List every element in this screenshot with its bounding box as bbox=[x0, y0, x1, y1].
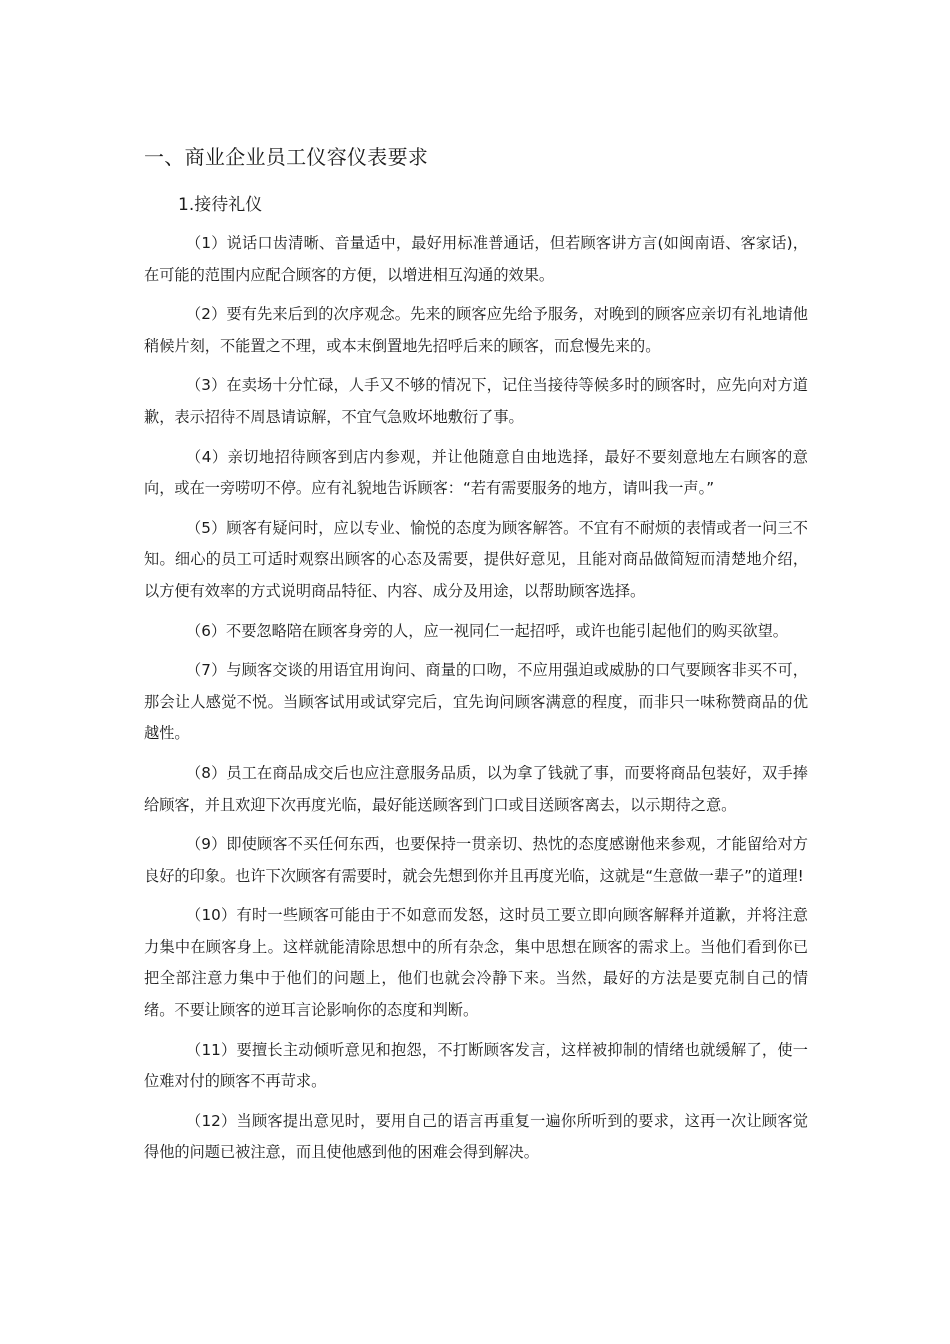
paragraph-12: （12）当顾客提出意见时，要用自己的语言再重复一遍你所听到的要求，这再一次让顾客觉得他的问题已被注意，而且使他感到他的困难会得到解决。 bbox=[144, 1111, 808, 1162]
paragraph-11: （11）要擅长主动倾听意见和抱怨，不打断顾客发言，这样被抑制的情绪也就缓解了，使一位难对付的顾客不再苛求。 bbox=[144, 1040, 808, 1091]
paragraph-2: （2）要有先来后到的次序观念。先来的顾客应先给予服务，对晚到的顾客应亲切有礼地请他稍候片刻，不能置之不理，或本末倒置地先招呼后来的顾客，而怠慢先来的。 bbox=[144, 305, 808, 355]
paragraph-1: （1）说话口齿清晰、音量适中，最好用标准普通话，但若顾客讲方言(如闽南语、客家话)，在可能的范围内应配合顾客的方便，以增进相互沟通的效果。 bbox=[144, 234, 808, 284]
paragraph-7: （7）与顾客交谈的用语宜用询问、商量的口吻，不应用强迫或威胁的口气要顾客非买不可，那会让人感觉不悦。当顾客试用或试穿完后，宜先询问顾客满意的程度，而非只一味称赞商品的优越性。 bbox=[144, 661, 808, 743]
paragraph-4: （4）亲切地招待顾客到店内参观，并让他随意自由地选择，最好不要刻意地左右顾客的意向，或在一旁唠叨不停。应有礼貌地告诉顾客：“若有需要服务的地方，请叫我一声。” bbox=[144, 447, 808, 498]
paragraph-10: （10）有时一些顾客可能由于不如意而发怒，这时员工要立即向顾客解释并道歉，并将注意力集中在顾客身上。这样就能清除思想中的所有杂念，集中思想在顾客的需求上。当他们看到你已把全部注意力集中于他们的问题上，他们也就会冷静下来。当然，最好的方法是要克制自己的情绪。不要让顾客的逆耳言论影响你的态度和判断。 bbox=[144, 906, 808, 1020]
section-title: 一、商业企业员工仪容仪表要求 bbox=[144, 145, 429, 169]
paragraph-5: （5）顾客有疑问时，应以专业、愉悦的态度为顾客解答。不宜有不耐烦的表情或者一问三不知。细心的员工可适时观察出顾客的心态及需要，提供好意见，且能对商品做简短而清楚地介绍，以方便有效率的方式说明商品特征、内容、成分及用途，以帮助顾客选择。 bbox=[144, 518, 808, 600]
subsection-title: 1.接待礼仪 bbox=[178, 195, 263, 215]
paragraph-8: （8）员工在商品成交后也应注意服务品质，以为拿了钱就了事，而要将商品包装好，双手捧给顾客，并且欢迎下次再度光临，最好能送顾客到门口或目送顾客离去，以示期待之意。 bbox=[144, 763, 808, 814]
document-body bbox=[144, 140, 808, 1177]
paragraph-3: （3）在卖场十分忙碌，人手又不够的情况下，记住当接待等候多时的顾客时，应先向对方道歉，表示招待不周恳请谅解，不宜气急败坏地敷衍了事。 bbox=[144, 376, 808, 426]
paragraph-6: （6）不要忽略陪在顾客身旁的人，应一视同仁一起招呼，或许也能引起他们的购买欲望。 bbox=[186, 621, 788, 640]
paragraph-9: （9）即使顾客不买任何东西，也要保持一贯亲切、热忱的态度感谢他来参观，才能留给对方良好的印象。也许下次顾客有需要时，就会先想到你并且再度光临，这就是“生意做一辈子”的道理! bbox=[144, 835, 808, 885]
